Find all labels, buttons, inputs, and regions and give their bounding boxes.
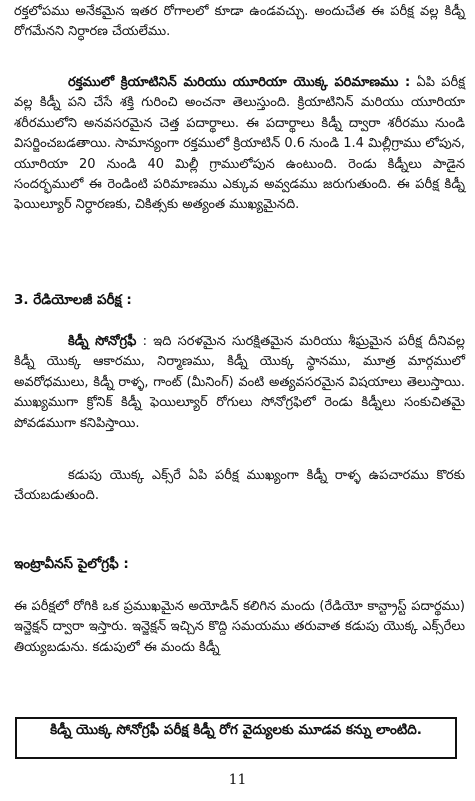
paragraph-kidney-sonography — [14, 332, 465, 434]
paragraph-creatinine-urea-body: ఏపి పరీక్ష వల్ల కిడ్నీ పని చేసే శక్తి గురించి అంచనా తెలుస్తుంది. క్రియాటినిన్ మరియు యూరియా శరీరములోని అనవసరమైన చెత్త పదార్థాలు. ఈ పదార్థాలు కిడ్నీ ద్వారా శరీరము నుండి విసర్జించబడతాయి. సామాన్యంగా రక్తములో క్రియాటిన్ 0.6 నుండి 1.4 మిల్లీగ్రాము లోపున, యూరియా 20 నుండి 40 మిల్లీ గ్రాములోపున ఉంటుంది. రెండు కిడ్నీలు పాడైన సందర్భములో ఈ రెండింటి పరిమాణము ఎక్కువ అవ్వడము జరుగుతుంది. ఈ పరీక్ష కిడ్నీ ఫెయిల్యూర్ నిర్ధారణకు, చికిత్సకు అత్యంత ముఖ్యమైనది. — [14, 75, 466, 213]
paragraph-kidney-sonography-body: : ఇది సరళమైన సురక్షితమైన మరియు శీఘ్రమైన పరీక్ష దీనివల్ల కిడ్నీ యొక్క ఆకారము, నిర్మాణము, కిడ్నీ యొక్క స్థానము, మూత్ర మార్గములో అవరోధములు, కిడ్నీ రాళ్ళ, గాంట్ (మీనింగ్) వంటి అత్యవసరమైన విషయాలు తెలుస్తాయి. ముఖ్యముగా క్రోనిక్ కిడ్నీ ఫెయిల్యూర్ రోగులు సోనోగ్రఫిలో రెండు కిడ్నీలు సంకుచితమై పోవడముగా కనిపిస్తాయి. — [14, 334, 465, 431]
paragraph-ivp: ఈ పరీక్షలో రోగికి ఒక ప్రముఖమైన అయోడిన్ కలిగిన మందు (రేడియో కాన్ట్రాస్ట్ పదార్థము) ఇన్జెక్షన్ ద్వారా ఇస్తారు. ఇన్జెక్షన్ ఇచ్చిన కొద్ది సమయము తరువాత కడుపు యొక్క ఎక్స్‌రేలు తియ్యబడును. కడుపులో ఈ మందు కిడ్నీ — [14, 599, 465, 655]
section-heading-radiology: 3. రేడియోలజీ పరీక్ష : — [14, 292, 132, 308]
paragraph-abdominal-xray — [14, 466, 465, 507]
subheading-creatinine-urea: రక్తములో క్రియాటినిన్ మరియు యూరియా యొక్క పరిమాణము : — [68, 75, 411, 90]
highlight-box: కిడ్నీ యొక్క సోనోగ్రఫీ పరీక్ష కిడ్నీ రోగ వైద్యులకు మూడవ కన్ను లాంటిది. — [15, 717, 457, 759]
subheading-kidney-sonography: కిడ్నీ సోనోగ్రఫీ — [68, 334, 137, 349]
section-heading-ivp: ఇంట్రావీనస్ పైలోగ్రఫీ : — [14, 556, 129, 572]
paragraph-creatinine-urea — [14, 73, 465, 216]
paragraph-abdominal-xray-body: కడుపు యొక్క ఎక్స్‌రే ఏపి పరీక్ష ముఖ్యంగా కిడ్నీ రాళ్ళ ఉపచారము కొరకు చేయబడుతుంది. — [14, 468, 465, 504]
page-number: 11 — [228, 772, 247, 788]
paragraph-anemia-note: రక్తలోపము అనేకమైన ఇతర రోగాలలో కూడా ఉండవచ్చు. అందుచేత ఈ పరీక్ష వల్ల కిడ్నీ రోగమేనని నిర్ధారణ చేయలేము. — [14, 4, 465, 40]
